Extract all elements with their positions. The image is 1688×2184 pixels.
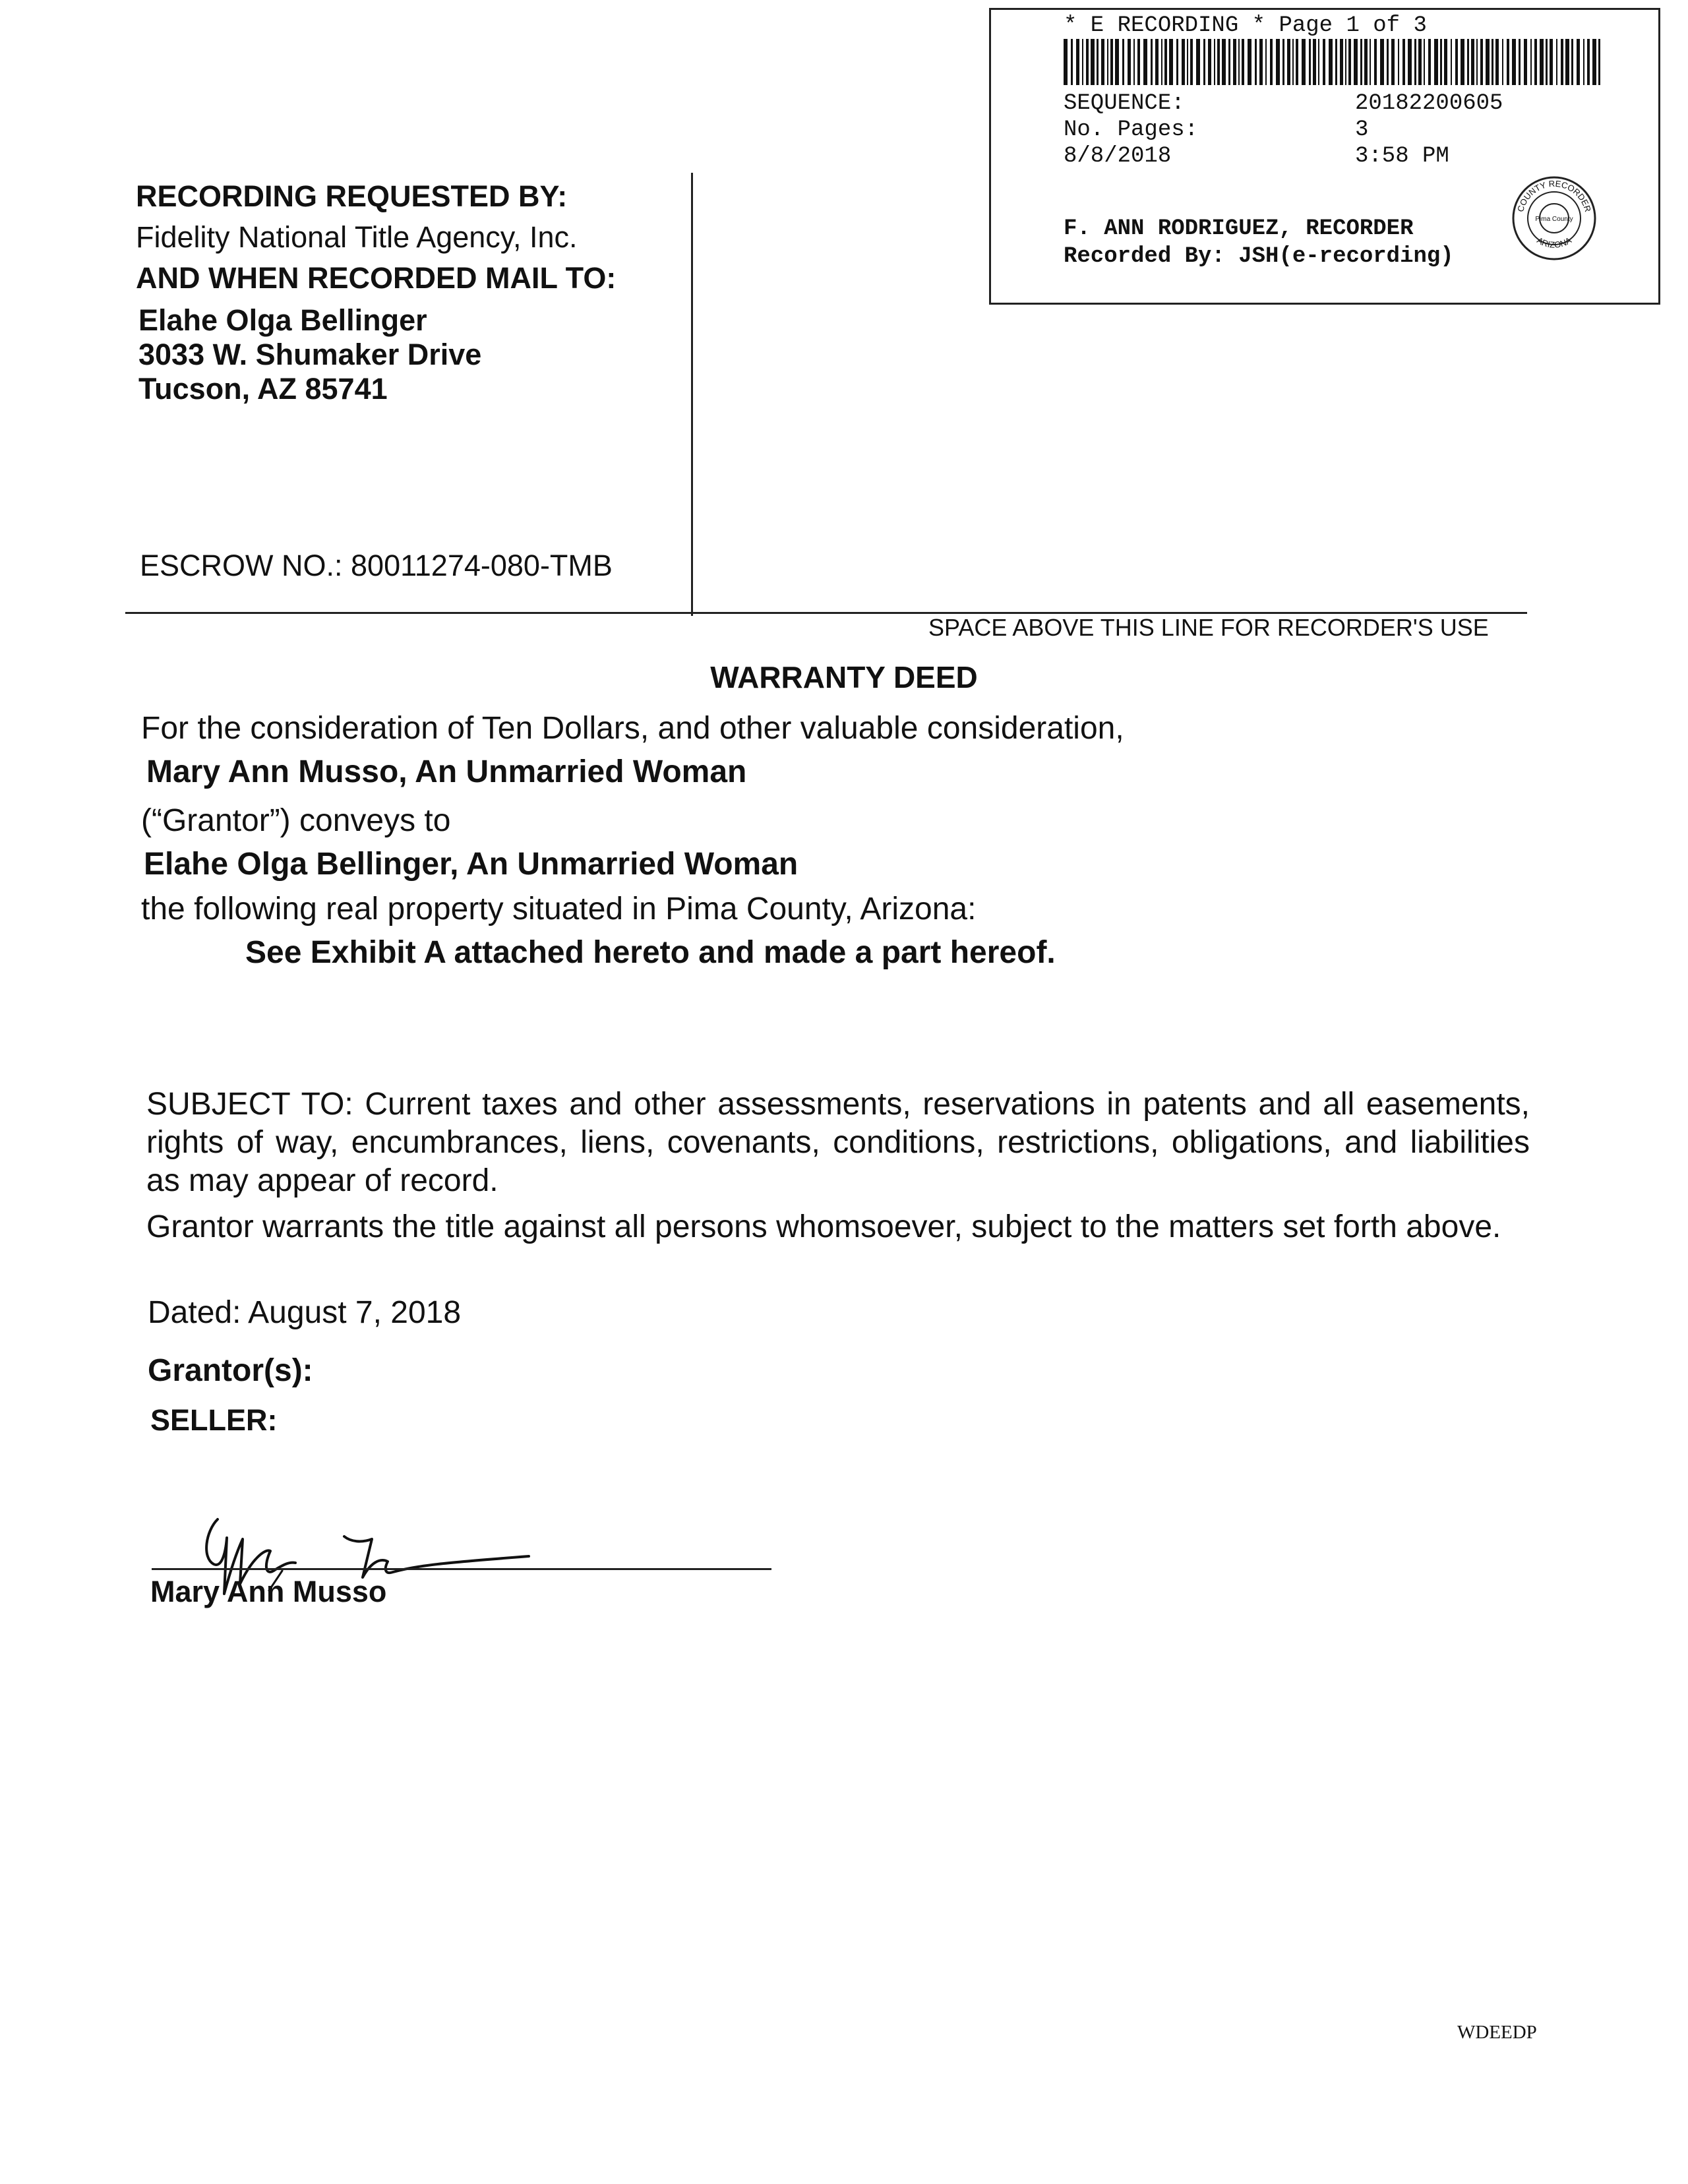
recorded-by: Recorded By: JSH(e-recording) <box>1064 244 1454 269</box>
grantor-name: Mary Ann Musso, An Unmarried Woman <box>146 754 747 789</box>
barcode-icon <box>1064 39 1604 85</box>
county-seal-icon <box>1511 175 1598 262</box>
recorder-use-note: SPACE ABOVE THIS LINE FOR RECORDER'S USE <box>928 614 1489 641</box>
deed-title: WARRANTY DEED <box>710 660 978 694</box>
warranty-paragraph: Grantor warrants the title against all persons whomsoever, subject to the matters set forth above. <box>146 1209 1501 1244</box>
grantors-label: Grantor(s): <box>148 1353 313 1388</box>
signature-line <box>152 1568 771 1570</box>
grantee-name: Elahe Olga Bellinger, An Unmarried Woman <box>144 847 799 882</box>
property-location-text: the following real property situated in Pima County, Arizona: <box>141 892 977 926</box>
recording-date: 8/8/2018 <box>1064 144 1172 169</box>
sequence-value: 20182200605 <box>1355 91 1503 116</box>
dated-line: Dated: August 7, 2018 <box>148 1295 462 1330</box>
recording-time: 3:58 PM <box>1355 144 1449 169</box>
mail-to-street: 3033 W. Shumaker Drive <box>138 338 482 371</box>
recorder-stamp-box <box>989 8 1660 305</box>
seal-top-text: COUNTY RECORDER <box>1515 178 1593 213</box>
recorder-name: F. ANN RODRIGUEZ, RECORDER <box>1064 216 1414 241</box>
signer-name: Mary Ann Musso <box>150 1575 387 1608</box>
consideration-text: For the consideration of Ten Dollars, and other valuable consideration, <box>141 711 1124 746</box>
seller-label: SELLER: <box>150 1403 278 1437</box>
mail-to-city: Tucson, AZ 85741 <box>138 372 388 406</box>
subject-to-paragraph: SUBJECT TO: Current taxes and other assessments, reservations in patents and all easements, rights of way, encumbrances, liens, covenants, conditions, restrictions, obligations, and liabilities as may appear of record. <box>146 1087 1530 1198</box>
requested-by-name: Fidelity National Title Agency, Inc. <box>136 220 578 254</box>
conveys-text: (“Grantor”) conveys to <box>141 803 451 838</box>
escrow-number: ESCROW NO.: 80011274-080-TMB <box>140 549 613 582</box>
vertical-divider <box>691 173 693 616</box>
mail-to-label: AND WHEN RECORDED MAIL TO: <box>136 261 617 295</box>
requested-by-label: RECORDING REQUESTED BY: <box>136 179 568 213</box>
seal-bottom-text: ARIZONA <box>1535 235 1573 250</box>
seal-center-text: Pima County <box>1535 216 1573 223</box>
exhibit-reference: See Exhibit A attached hereto and made a part hereof. <box>245 935 1056 970</box>
stamp-header: * E RECORDING * Page 1 of 3 <box>1064 13 1427 38</box>
pages-label: No. Pages: <box>1064 117 1199 142</box>
pages-value: 3 <box>1355 117 1369 142</box>
form-code: WDEEDP <box>1457 2022 1537 2043</box>
sequence-label: SEQUENCE: <box>1064 91 1185 116</box>
mail-to-name: Elahe Olga Bellinger <box>138 303 427 337</box>
